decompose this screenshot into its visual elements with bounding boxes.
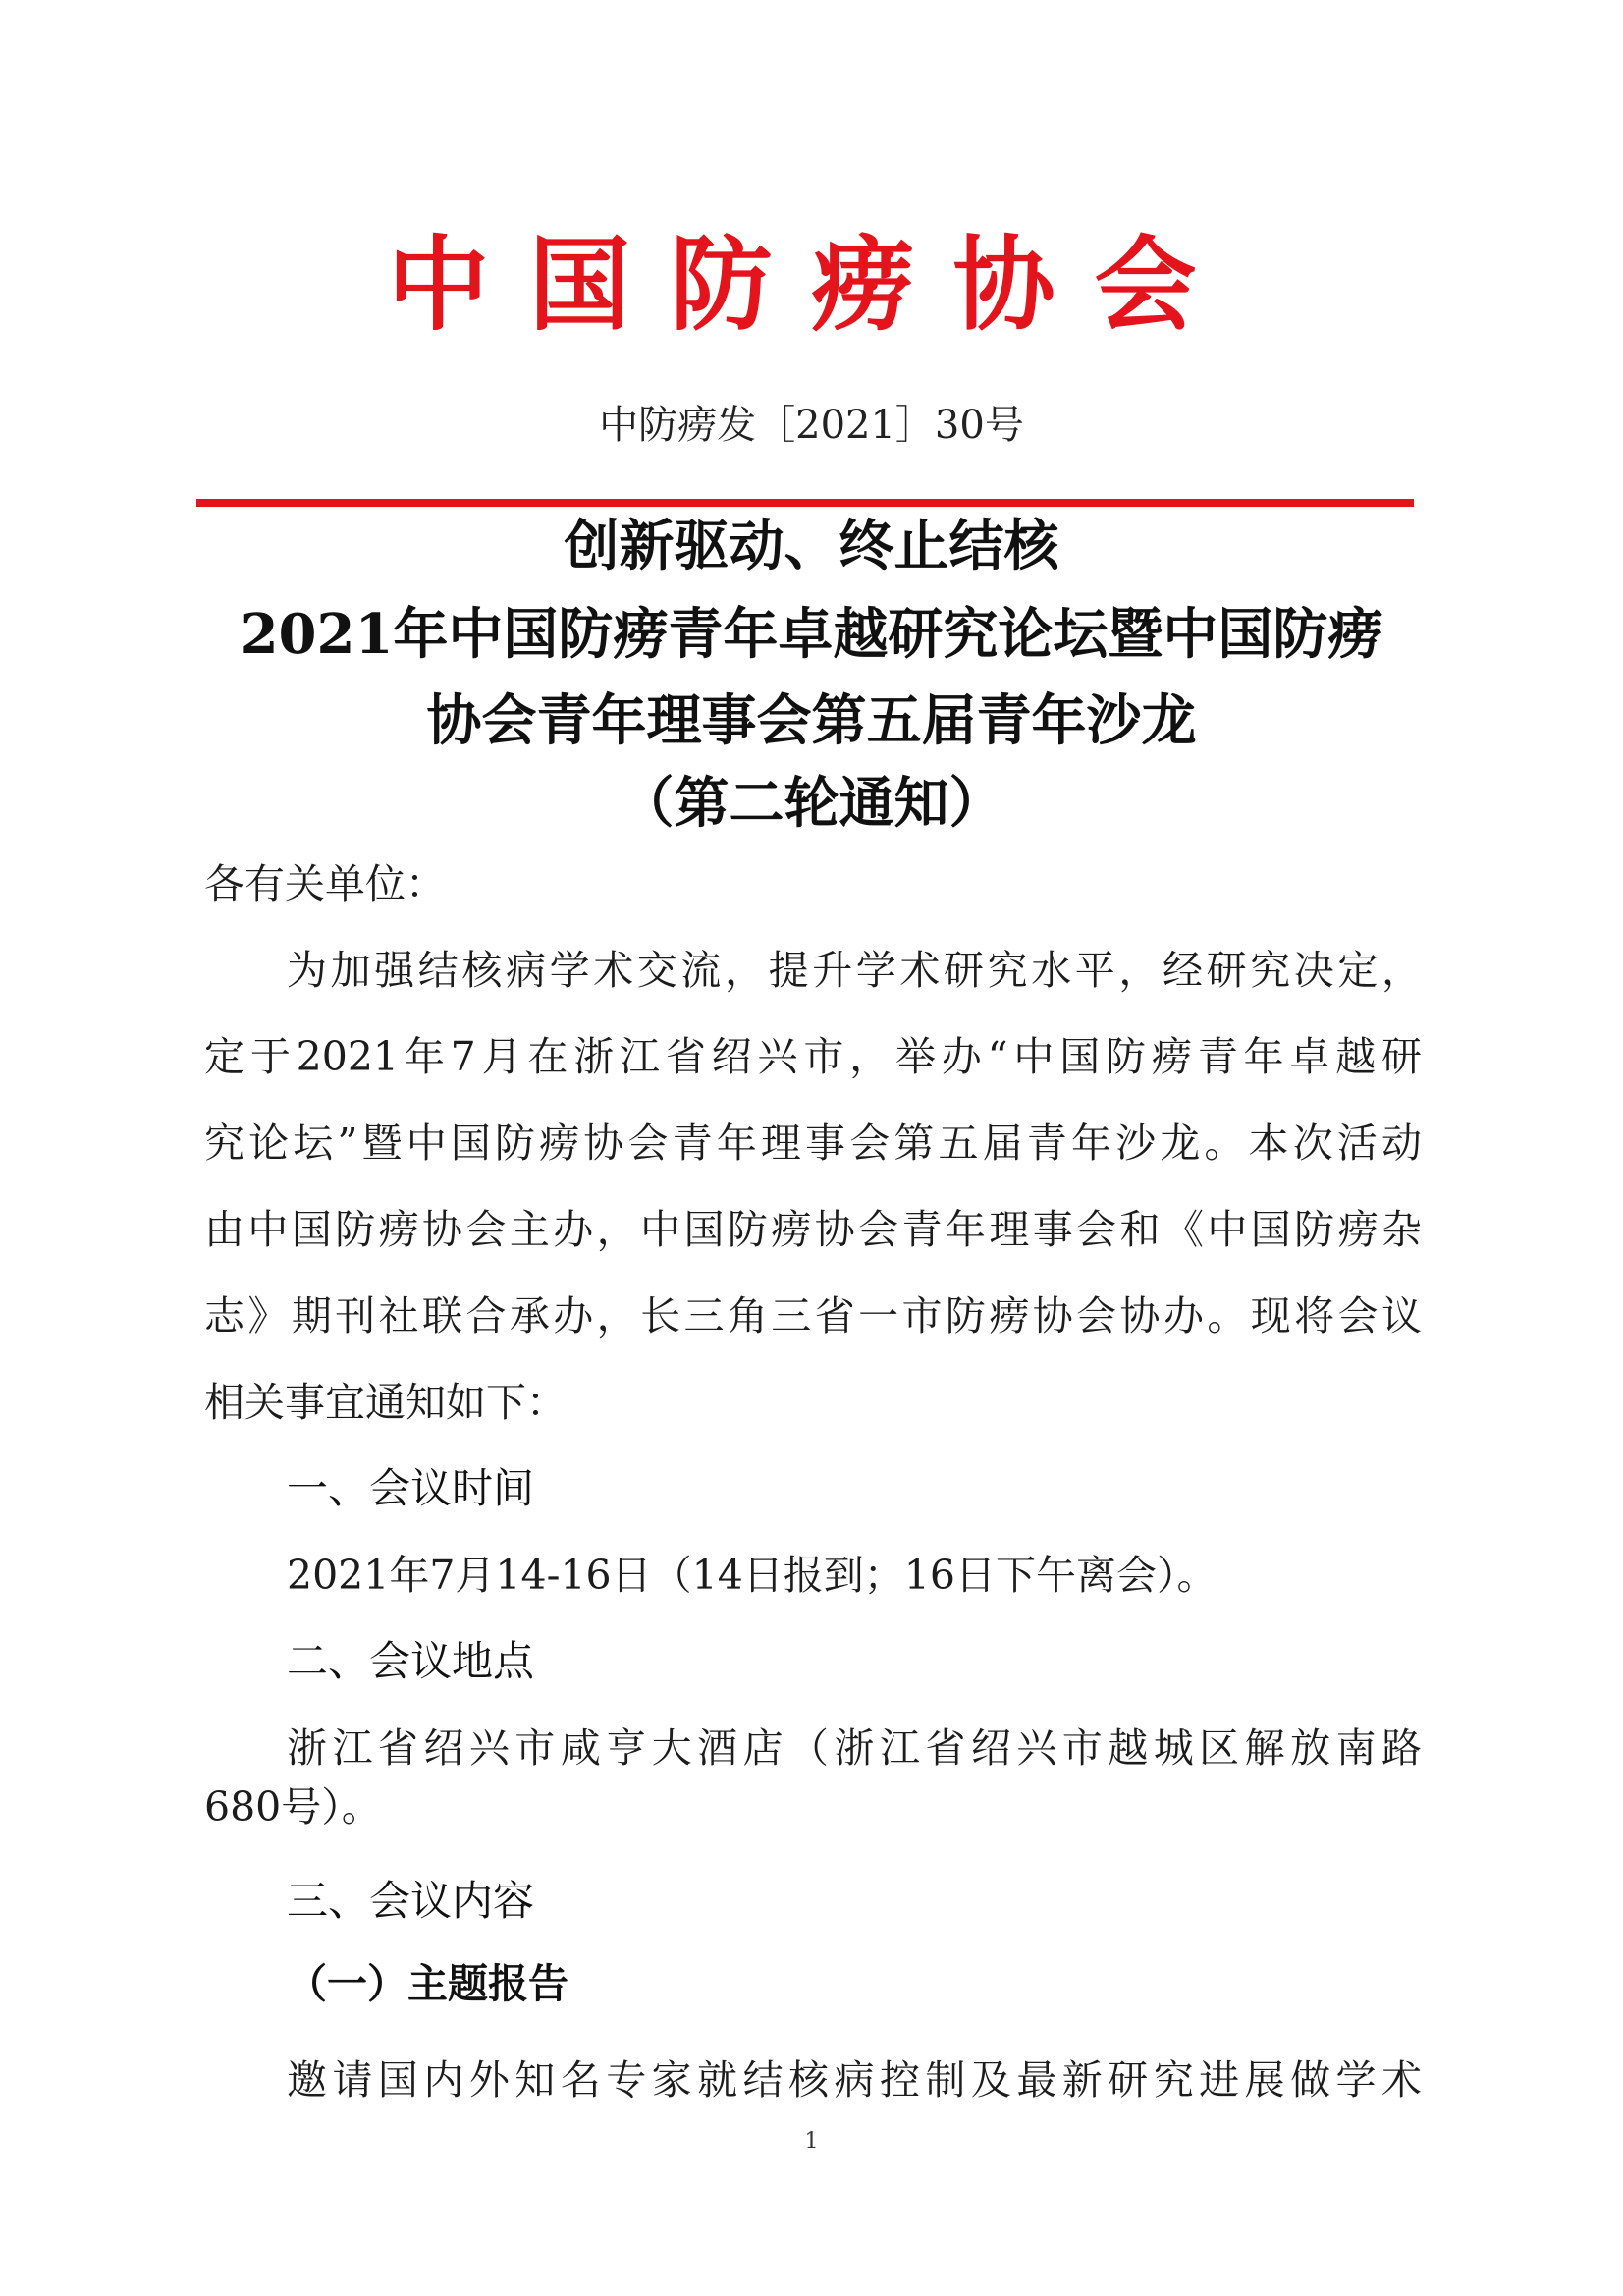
intro-line-2: 定于2021年7月在浙江省绍兴市，举办“中国防痨青年卓越研 [204,1033,1422,1080]
meeting-time-text: 2021年7月14-16日（14日报到；16日下午离会）。 [287,1552,1217,1599]
red-divider-line [196,499,1414,507]
intro-line-6: 相关事宜通知如下： [204,1379,567,1426]
location-line-1: 浙江省绍兴市咸亨大酒店（浙江省绍兴市越城区解放南路 [287,1724,1422,1772]
keynote-text-line: 邀请国内外知名专家就结核病控制及最新研究进展做学术 [287,2056,1422,2104]
salutation: 各有关单位： [204,860,446,907]
title-line-1: 创新驱动、终止结核 [564,514,1059,578]
document-number: 中防痨发［2021］30号 [599,403,1024,448]
subsection-heading-keynote: （一）主题报告 [287,1960,568,2007]
section-heading-content: 三、会议内容 [287,1877,535,1925]
intro-line-4: 由中国防痨协会主办，中国防痨协会青年理事会和《中国防痨杂 [204,1206,1422,1253]
location-line-2: 680号）。 [204,1783,382,1831]
intro-line-5: 志》期刊社联合承办，长三角三省一市防痨协会协办。现将会议 [204,1292,1422,1339]
intro-line-3: 究论坛”暨中国防痨协会青年理事会第五届青年沙龙。本次活动 [204,1120,1422,1167]
issuing-organization-header: 中国防痨协会 [387,225,1236,345]
title-line-4: （第二轮通知） [619,771,1004,836]
page-number: 1 [804,2129,819,2154]
title-line-3: 协会青年理事会第五届青年沙龙 [426,688,1197,753]
intro-line-1: 为加强结核病学术交流，提升学术研究水平，经研究决定， [287,947,1422,994]
title-line-2: 2021年中国防痨青年卓越研究论坛暨中国防痨 [240,602,1383,667]
section-heading-time: 一、会议时间 [287,1464,535,1512]
section-heading-location: 二、会议地点 [287,1637,535,1685]
